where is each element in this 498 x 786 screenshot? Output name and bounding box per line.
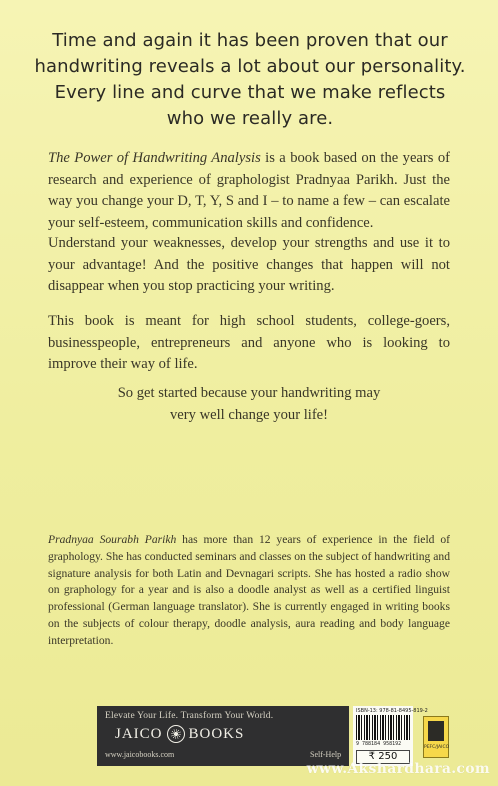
closing-line: So get started because your handwriting may bbox=[117, 385, 381, 401]
isbn-label: ISBN-13: 978-81-8495-819-2 bbox=[356, 708, 428, 714]
price-label: ₹ 250 bbox=[356, 750, 410, 764]
description-paragraph-1 bbox=[48, 148, 450, 234]
publisher-bar bbox=[97, 706, 349, 766]
author-bio bbox=[48, 532, 450, 650]
author-bio-text: has more than 12 years of experience in the field of graphology. She has conducted seminars and classes on the subject of handwriting and signature analysis for both Latin and Devnagari scripts. She has hosted a radio show on graphology for a year and is also a doodle analyst as well as a certified linguist professional (German language translator). She is currently engaged in writing books on the subjects of colour therapy, doodle analysis, aura reading and body language interpretation. bbox=[48, 533, 450, 647]
description-paragraph-2: Understand your weaknesses, develop your strengths and use it to your advantage! And the positive changes that happen will not disappear when you stop practicing your writing. bbox=[48, 235, 450, 294]
publisher-name-right: BOOKS bbox=[188, 725, 245, 742]
closing-line: very well change your life! bbox=[169, 406, 329, 423]
publisher-logo bbox=[115, 725, 244, 743]
author-name: Pradnyaa Sourabh Parikh bbox=[48, 533, 177, 546]
closing-statement bbox=[48, 383, 450, 426]
publisher-url: www.jaicobooks.com bbox=[105, 750, 175, 759]
wheel-emblem-icon bbox=[167, 725, 185, 743]
book-title-italic: The Power of Handwriting Analysis bbox=[48, 150, 261, 166]
publisher-seal-icon bbox=[423, 716, 449, 758]
description-paragraph-3: This book is meant for high school students, college-goers, businesspeople, entrepreneurs and anyone who is looking to improve their way of life. bbox=[48, 313, 450, 372]
publisher-name-left: JAICO bbox=[115, 725, 163, 742]
headline-line: Time and again it has been proven that our bbox=[52, 30, 448, 51]
barcode-panel bbox=[353, 706, 428, 766]
barcode-icon bbox=[356, 715, 410, 740]
barcode-number: 9 788184 958192 bbox=[356, 741, 402, 747]
book-category: Self-Help bbox=[310, 750, 342, 759]
headline-line: Every line and curve that we make reflects bbox=[54, 82, 446, 103]
seal-text: PEFC/JAICO bbox=[424, 745, 450, 750]
publisher-tagline: Elevate Your Life. Transform Your World. bbox=[105, 711, 274, 721]
headline-line: who we really are. bbox=[166, 108, 334, 129]
headline-line: handwriting reveals a lot about our personality. bbox=[34, 56, 466, 77]
paragraph-text: is a book based on the years of research and experience of graphologist Pradnyaa Parikh. Just the way you change your D, T, Y, S and I – to name a few – can escalate your self-esteem, communication skills and confidence. bbox=[48, 150, 451, 231]
cover-headline bbox=[30, 28, 470, 132]
site-watermark: www.Akshardhara.com bbox=[306, 761, 490, 777]
